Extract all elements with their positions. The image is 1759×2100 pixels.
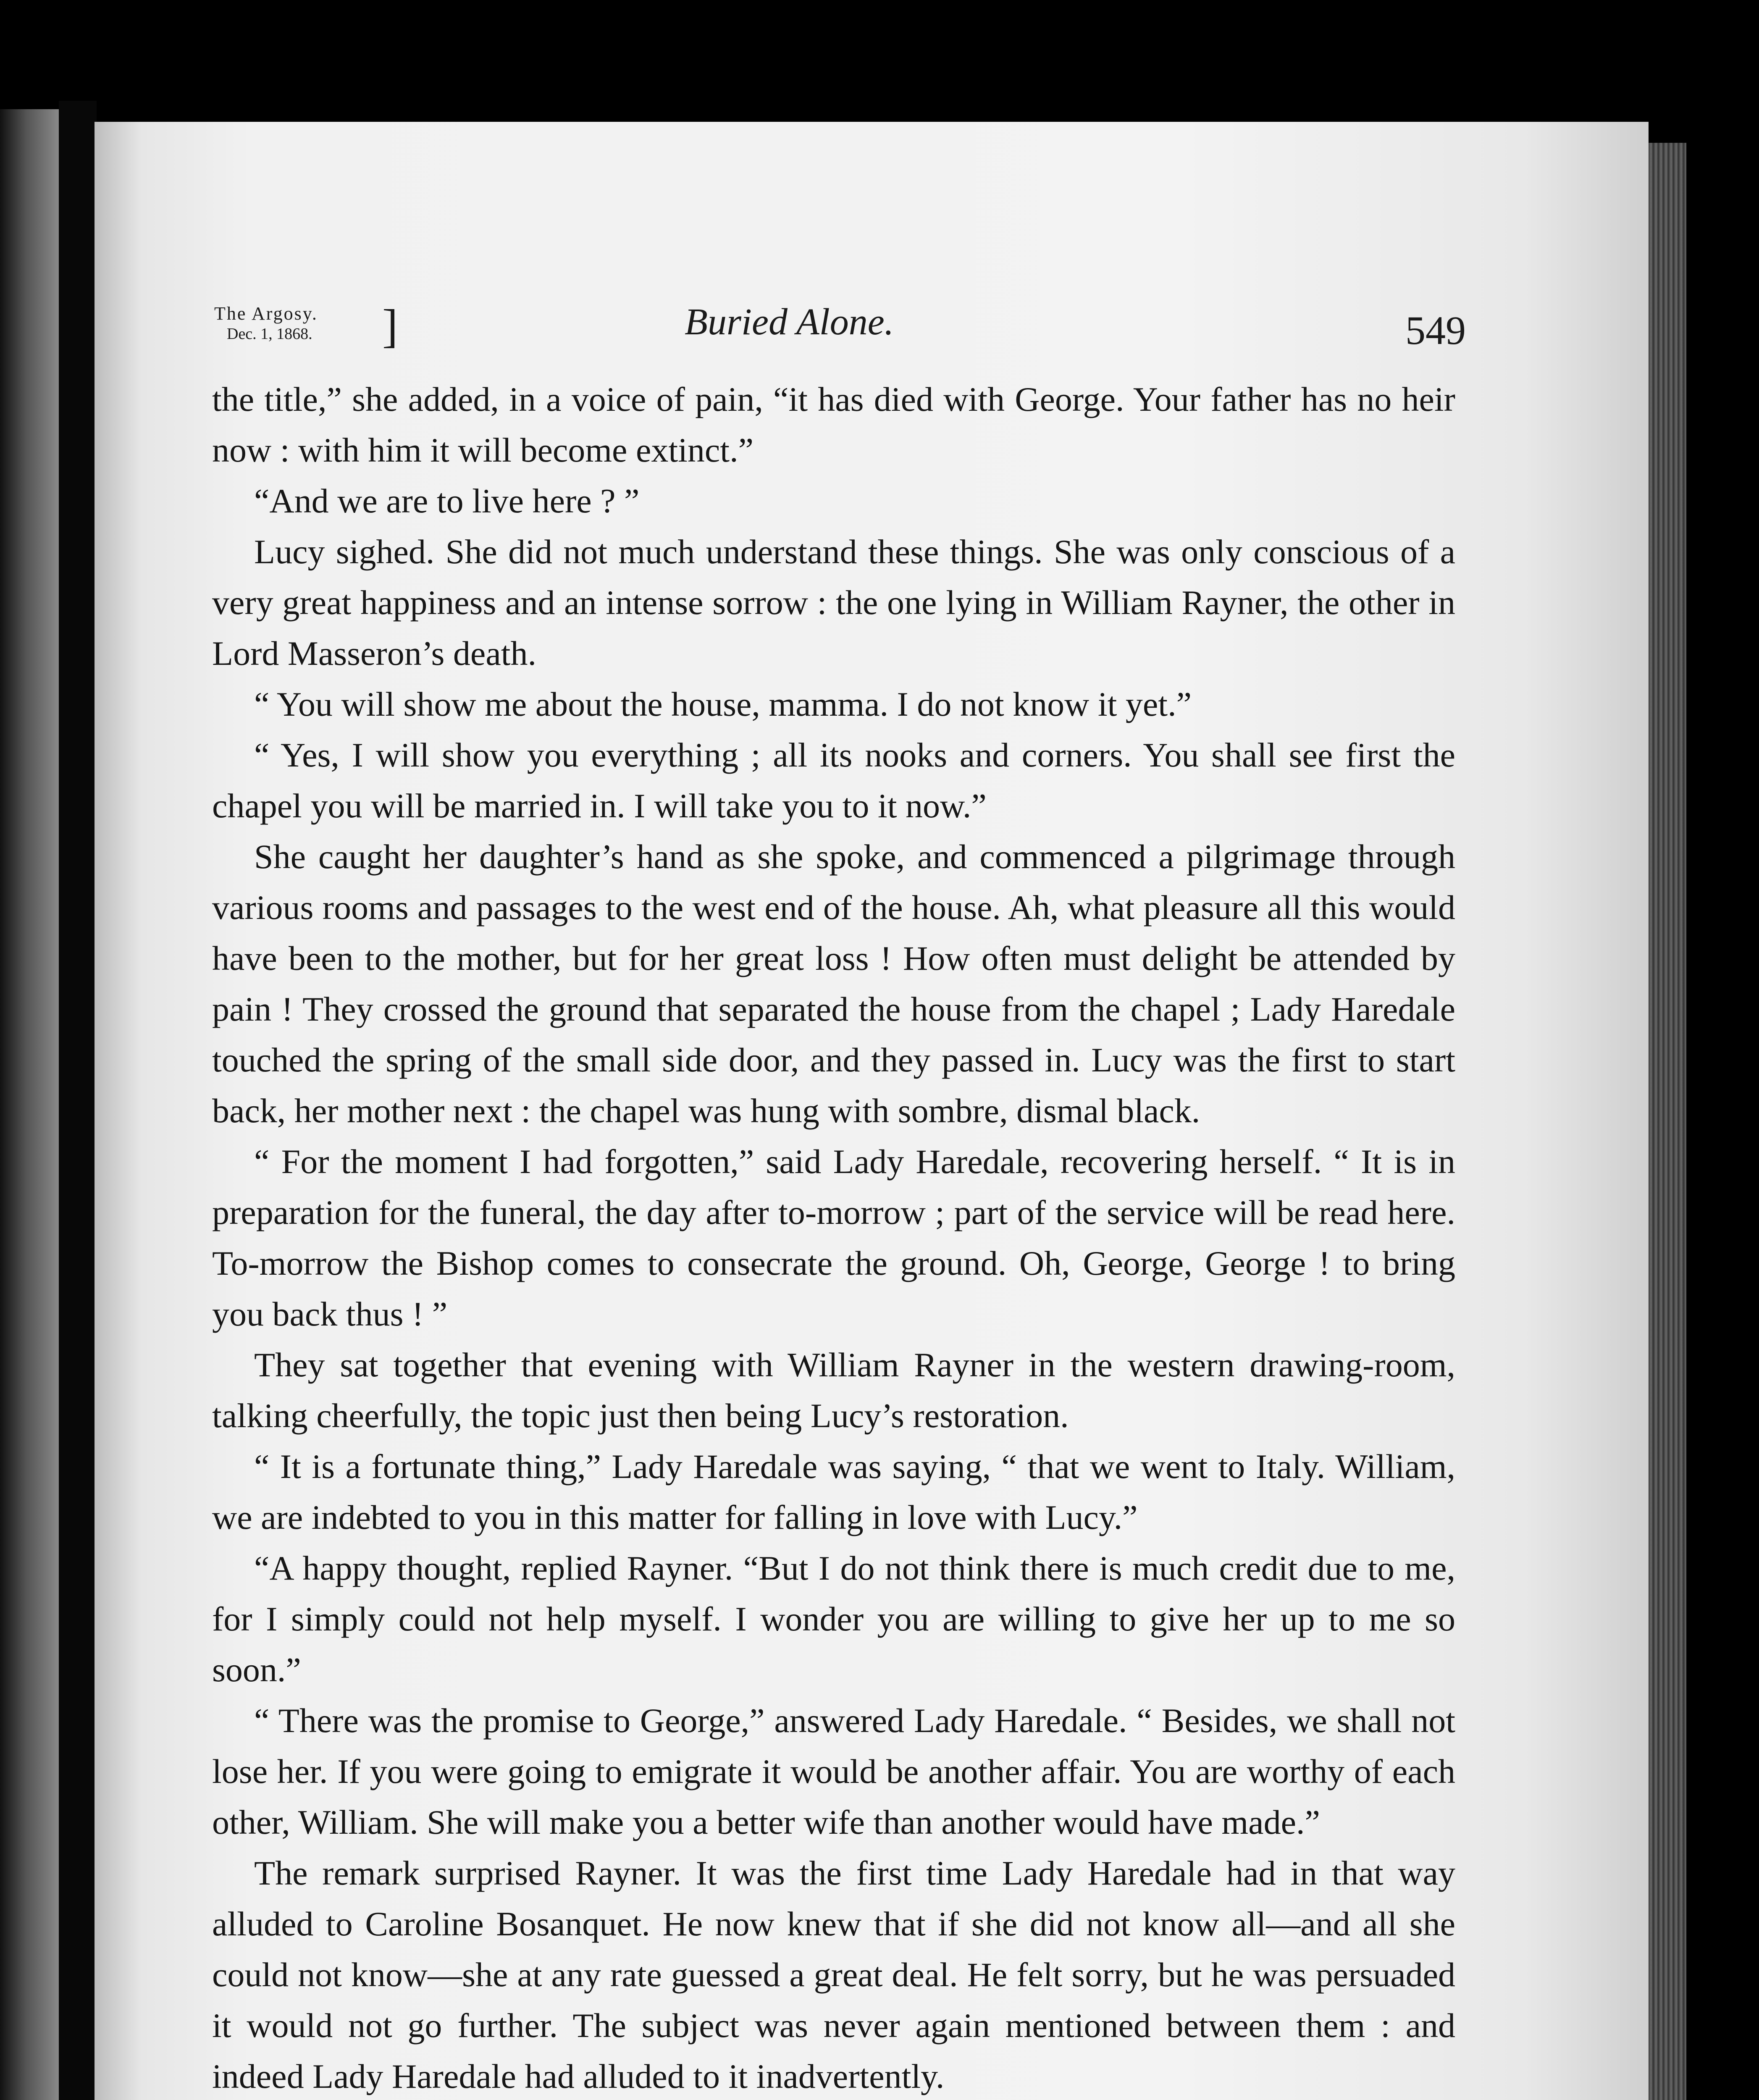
paragraph: They sat together that evening with William Rayner in the western drawing-room, talking cheerfully, the topic just then being Lucy’s restoration. bbox=[212, 1346, 1455, 1435]
book-gutter bbox=[59, 101, 97, 2100]
page-number: 549 bbox=[1405, 308, 1466, 353]
paragraph: The remark surprised Rayner. It was the first time Lady Haredale had in that way alluded to Caroline Bosanquet. He now knew that if she did not know all—and all she could not know—she at any rate guessed a great deal. He felt sorry, but he was persuaded it would not go further. The subject was never again mentioned between them : and indeed Lady Haredale had alluded to it inadvertently. bbox=[212, 1854, 1455, 2095]
journal-imprint bbox=[214, 304, 318, 344]
paragraph: “ It is a fortunate thing,” Lady Haredale was saying, “ that we went to Italy. William, we are indebted to you in this matter for falling in love with Lucy.” bbox=[212, 1447, 1455, 1536]
body-text bbox=[212, 374, 1455, 2100]
left-page-edge bbox=[0, 109, 59, 2100]
paragraph: Lucy sighed. She did not much understand these things. She was only conscious of a very great happiness and an intense sorrow : the one lying in William Rayner, the other in Lord Masseron’s death. bbox=[212, 533, 1455, 672]
paragraph: “ Yes, I will show you everything ; all its nooks and corners. You shall see first the chapel you will be married in. I will take you to it now.” bbox=[212, 736, 1455, 825]
paragraph: She caught her daughter’s hand as she spoke, and commenced a pilgrimage through various rooms and passages to the west end of the house. Ah, what pleasure all this would have been to the mother, but for her great loss ! How often must delight be attended by pain ! They crossed the ground that separated the house from the chapel ; Lady Haredale touched the spring of the small side door, and they passed in. Lucy was the first to start back, her mother next : the chapel was hung with sombre, dismal black. bbox=[212, 837, 1455, 1130]
journal-date: Dec. 1, 1868. bbox=[227, 325, 312, 343]
paragraph: “ There was the promise to George,” answered Lady Haredale. “ Besides, we shall not lose her. If you were going to emigrate it would be another affair. You are worthy of each other, William. She will make you a better wife than another would have made.” bbox=[212, 1701, 1455, 1841]
paragraph: “A happy thought, replied Rayner. “But I do not think there is much credit due to me, for I simply could not help myself. I wonder you are willing to give her up to me so soon.” bbox=[212, 1549, 1455, 1689]
paragraph: “And we are to live here ? ” bbox=[254, 482, 640, 520]
paragraph: “ For the moment I had forgotten,” said Lady Haredale, recovering herself. “ It is in preparation for the funeral, the day after to-morrow ; part of the service will be read here. To-morrow the Bishop comes to consecrate the ground. Oh, George, George ! to bring you back thus ! ” bbox=[212, 1142, 1455, 1333]
journal-name: The Argosy. bbox=[214, 303, 318, 324]
running-header bbox=[214, 296, 1466, 355]
page-fore-edge bbox=[1649, 143, 1686, 2100]
imprint-bracket: ] bbox=[382, 300, 398, 352]
paragraph: “ You will show me about the house, mamma. I do not know it yet.” bbox=[254, 685, 1192, 723]
paragraph: the title,” she added, in a voice of pain, “it has died with George. Your father has no heir now : with him it will become extinct.” bbox=[212, 380, 1455, 469]
running-title: Buried Alone. bbox=[685, 301, 894, 343]
